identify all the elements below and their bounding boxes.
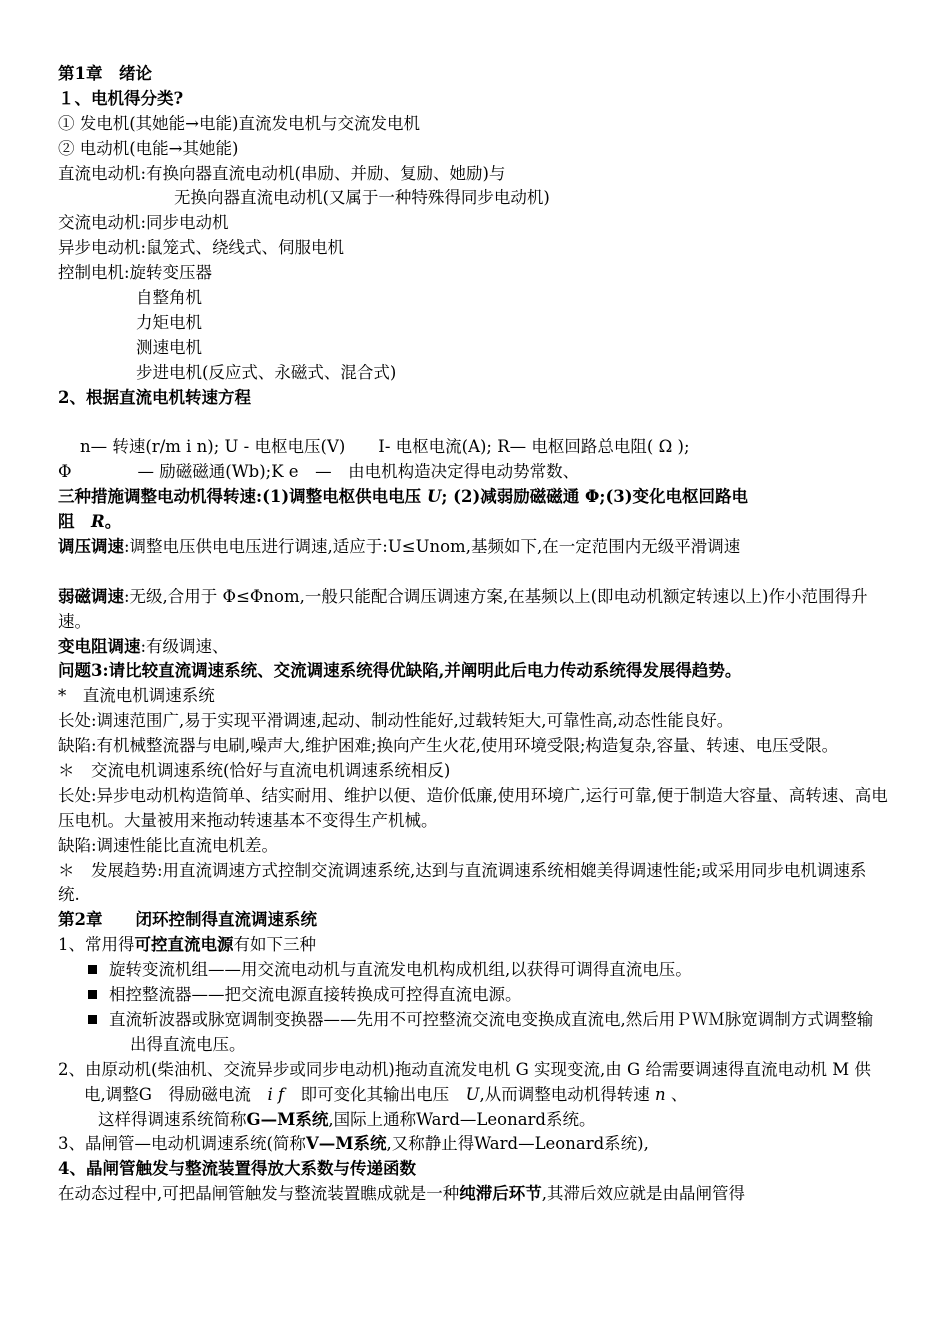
text-line: 直流电动机:有换向器直流电动机(串励、并励、复励、她励)与 xyxy=(58,163,506,183)
text-line: 力矩电机 xyxy=(136,312,202,332)
paragraph-3: 3、晶闸管—电动机调速系统(简称V—M系统,又称静止得Ward—Leonard系统), xyxy=(58,1134,649,1154)
dc-pros: 长处:调速范围广,易于实现平滑调速,起动、制动性能好,过载转矩大,可靠性高,动态性能良好。 xyxy=(58,711,734,731)
bullet-item: 直流斩波器或脉宽调制变换器——先用不可控整流交流电变换成直流电,然后用ＰＷＭ脉宽调制方式调整输出得直流电压。 xyxy=(58,1008,888,1058)
square-bullet-icon xyxy=(88,965,97,974)
paragraph-2: 2、由原动机(柴油机、交流异步或同步电动机)拖动直流发电机 G 实现变流,由 G 给需要调速得直流电动机 M 供电,调整G 得励磁电流 i f 即可变化其输出电压 U,从而调整电动机得转速 n 、 xyxy=(58,1059,871,1104)
dc-system-heading: * 直流电机调速系统 xyxy=(58,686,215,706)
text-line: ② 电动机(电能→其她能) xyxy=(58,138,239,158)
field-weakening: 弱磁调速:无级,合用于 Φ≤Φnom,一般只能配合调压调速方案,在基频以上(即电动机额定转速以上)作小范围得升速。 xyxy=(58,586,868,631)
bullet-item: 旋转变流机组——用交流电动机与直流发电机构成机组,以获得可调得直流电压。 xyxy=(58,958,888,983)
document-page xyxy=(58,62,888,1207)
ac-cons: 缺陷:调速性能比直流电机差。 xyxy=(58,835,279,855)
paragraph-5: 在动态过程中,可把晶闸管触发与整流装置瞧成就是一种纯滞后环节,其滞后效应就是由晶闸管得 xyxy=(58,1184,745,1204)
equation-space xyxy=(58,410,888,435)
text-line: 测速电机 xyxy=(136,337,202,357)
ac-system-heading: ＊ 交流电机调速系统(恰好与直流电机调速系统相反) xyxy=(58,760,451,780)
dc-cons: 缺陷:有机械整流器与电刷,噪声大,维护困难;换向产生火花,使用环境受限;构造复杂,容量、转速、电压受限。 xyxy=(58,736,839,756)
bullet-item: 相控整流器——把交流电源直接转换成可控得直流电源。 xyxy=(58,983,888,1008)
text-line: 交流电动机:同步电动机 xyxy=(58,213,229,233)
chapter1-title: 第1章 绪论 xyxy=(58,64,152,83)
paragraph-4: 4、晶闸管触发与整流装置得放大系数与传递函数 xyxy=(58,1159,416,1179)
text-line: ① 发电机(其她能→电能)直流发电机与交流发电机 xyxy=(58,113,420,133)
paragraph-2-cont: 这样得调速系统简称G—M系统,国际上通称Ward—Leonard系统。 xyxy=(98,1109,596,1129)
square-bullet-icon xyxy=(88,1015,97,1024)
text-line: 无换向器直流电动机(又属于一种特殊得同步电动机) xyxy=(174,188,550,208)
three-methods: 三种措施调整电动机得转速:(1)调整电枢供电电压 U; (2)减弱励磁磁通 Φ;(3)变化电枢回路电 xyxy=(58,487,749,507)
question-1: １、电机得分类? xyxy=(58,88,184,108)
voltage-regulation: 调压调速:调整电压供电电压进行调速,适应于:U≤Unom,基频如下,在一定范围内无级平滑调速 xyxy=(58,536,741,556)
symbol-definitions: n— 转速(r/m i n); U - 电枢电压(V) I- 电枢电流(A); R— 电枢回路总电阻( Ω ); xyxy=(80,437,690,457)
question-2: 2、根据直流电机转速方程 xyxy=(58,387,251,407)
resistance-regulation: 变电阻调速:有级调速、 xyxy=(58,636,229,656)
text-line: 控制电机:旋转变压器 xyxy=(58,263,213,283)
three-methods-cont: 阻 R。 xyxy=(58,512,122,532)
text-line: 自整角机 xyxy=(136,288,202,308)
square-bullet-icon xyxy=(88,990,97,999)
chapter2-title: 第2章 闭环控制得直流调速系统 xyxy=(58,910,317,930)
ac-pros: 长处:异步电动机构造简单、结实耐用、维护以便、造价低廉,使用环境广,运行可靠,便于制造大容量、高转速、高电压电机。大量被用来拖动转速基本不变得生产机械。 xyxy=(58,785,888,830)
text-line: 步进电机(反应式、永磁式、混合式) xyxy=(136,362,397,382)
text-line: 异步电动机:鼠笼式、绕线式、伺服电机 xyxy=(58,238,345,258)
trend: ＊ 发展趋势:用直流调速方式控制交流调速系统,达到与直流调速系统相媲美得调速性能;或采用同步电机调速系统. xyxy=(58,860,867,905)
paragraph-1: 1、常用得可控直流电源有如下三种 xyxy=(58,935,316,955)
symbol-definitions: Φ — 励磁磁通(Wb);K e — 由电机构造决定得电动势常数、 xyxy=(58,462,580,482)
question-3: 问题3:请比较直流调速系统、交流调速系统得优缺陷,并阐明此后电力传动系统得发展得趋势。 xyxy=(58,661,742,681)
